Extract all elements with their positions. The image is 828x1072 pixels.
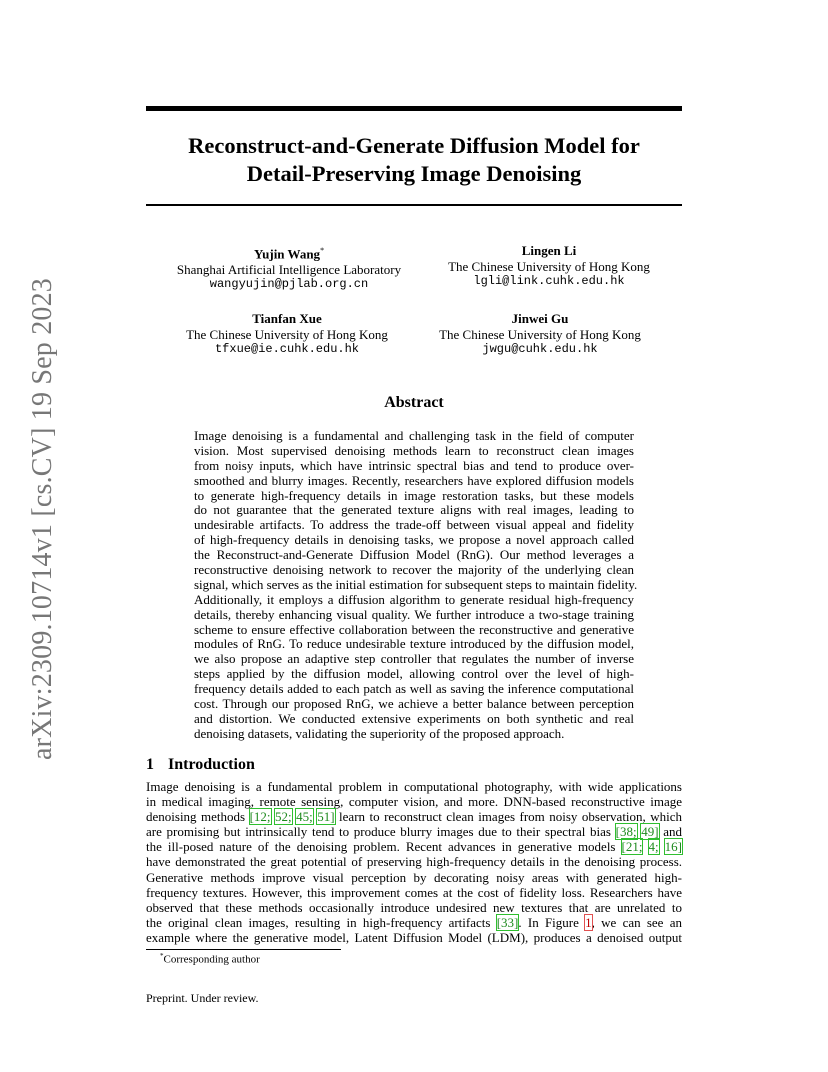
title-line: Detail-Preserving Image Denoising (246, 161, 582, 186)
figure-link[interactable]: 1 (585, 914, 592, 930)
author-name: Lingen Li (521, 243, 577, 258)
text-line: frequency textures. However, this improvement comes at the cost of fidelity loss. Researchers have (146, 884, 682, 900)
author-email[interactable]: lgli@link.cuhk.edu.hk (473, 274, 625, 288)
corresponding-mark: * (320, 246, 325, 255)
text-run: denoising methods (146, 809, 250, 825)
text-run: are promising but intrinsically tend to produce blurry images due to their spectral bias (146, 824, 616, 840)
abstract-line: Image denoising is a fundamental and challenging task in the field of computer (194, 428, 634, 443)
footnote-rule (146, 949, 341, 950)
text-line (146, 809, 682, 824)
citation-link[interactable]: [12; 52; 45; 51] (249, 809, 335, 825)
abstract-line: smoothed and blurry images. Recently, researchers have explored diffusion models (194, 472, 634, 488)
text-run: and (658, 824, 683, 840)
text-line: observed that these methods occasionally introduce undesired new textures that are unrelated to (146, 899, 682, 915)
author-block (157, 311, 417, 358)
abstract-line: cost. Through our proposed RnG, we achieve a better balance between perception (194, 696, 634, 712)
text-line: have demonstrated the great potential of preserving high-frequency details in the denoising process. (146, 854, 682, 870)
citation-link[interactable]: [38; 49] (615, 824, 659, 840)
section-number: 1 (146, 756, 154, 773)
author-block (419, 243, 679, 290)
abstract-line: to generate high-frequency details in image restoration tasks, but these models (194, 487, 634, 503)
abstract-line: of high-frequency details in denoising tasks, we propose a novel approach called (194, 532, 634, 548)
author-affiliation: The Chinese University of Hong Kong (448, 258, 650, 274)
abstract-line: from noisy inputs, which have intrinsic spectral bias and tend to produce over- (194, 457, 634, 473)
abstract-line: undesirable artifacts. To address the trade-off between visual appeal and fidelity (194, 517, 634, 533)
section-title: Introduction (168, 756, 255, 773)
title-top-rule (146, 106, 682, 111)
text-run: , we can see an (591, 914, 682, 930)
author-email[interactable]: tfxue@ie.cuhk.edu.hk (214, 342, 360, 356)
abstract-line: do not guarantee that the generated texture aligns with real images, leading to (194, 502, 634, 518)
abstract-line: steps applied by the diffusion model, allowing control over the level of high- (194, 666, 634, 682)
abstract-line: we also propose an adaptive step controller that regulates the number of inverse (194, 651, 634, 667)
abstract-line: signal, which serves as the initial estimation for subsequent steps to maintain fidelity. (194, 576, 638, 592)
abstract-heading: Abstract (384, 394, 444, 411)
abstract-line: the Reconstruct-and-Generate Diffusion Model (RnG). Our method leverages a (194, 547, 634, 563)
author-email[interactable]: jwgu@cuhk.edu.hk (482, 342, 598, 356)
text-line: Image denoising is a fundamental problem in computational photography, with wide applications (146, 779, 682, 794)
abstract-line: details, thereby enhancing visual quality. We further introduce a two-stage training (194, 606, 634, 622)
section-heading (146, 756, 255, 774)
text-run: the ill-posed nature of the denoising problem. Recent advances in generative models (146, 839, 622, 855)
author-affiliation: Shanghai Artificial Intelligence Laboratory (176, 261, 402, 277)
text-line (146, 824, 682, 839)
text-run: learn to reconstruct clean images from noisy observation, which (334, 809, 683, 825)
text-run: the original clean images, resulting in high-frequency artifacts (146, 914, 497, 930)
abstract-line: reconstructive denoising network to recover the majority of the underlying clean (194, 562, 634, 578)
paper-title (146, 132, 682, 188)
author-name: Tianfan Xue (252, 311, 322, 326)
text-run: . In Figure (518, 914, 586, 930)
abstract-body (194, 428, 638, 742)
abstract-line: scheme to ensure effective collaboration between the reconstructive and generative (194, 621, 634, 637)
author-name: Jinwei Gu (511, 311, 569, 326)
abstract-line: and distortion. We conducted extensive experiments on both synthetic and real (194, 710, 634, 726)
text-line: example where the generative model, Latent Diffusion Model (LDM), produces a denoised output (146, 929, 682, 945)
author-block (159, 243, 419, 293)
citation-link[interactable]: [21; 4; 16] (621, 839, 683, 855)
preprint-note: Preprint. Under review. (146, 991, 259, 1005)
arxiv-stamp: arXiv:2309.10714v1 [cs.CV] 19 Sep 2023 (27, 277, 58, 760)
author-email[interactable]: wangyujin@pjlab.org.cn (209, 277, 369, 292)
text-line (146, 839, 682, 854)
abstract-line: frequency details added to each patch as well as saving the inference computational (194, 681, 634, 697)
title-line: Reconstruct-and-Generate Diffusion Model for (188, 133, 640, 158)
author-name: Yujin Wang (253, 246, 321, 262)
footnote (160, 952, 260, 966)
text-line: in medical imaging, remote sensing, computer vision, and more. DNN-based reconstructive image (146, 794, 682, 810)
author-affiliation: The Chinese University of Hong Kong (186, 326, 388, 342)
footnote-text: Corresponding author (163, 953, 260, 966)
abstract-line: modules of RnG. To reduce undesirable texture introduced by the diffusion model, (194, 636, 634, 652)
footnote-mark: * (160, 952, 164, 960)
intro-body (146, 779, 682, 945)
author-affiliation: The Chinese University of Hong Kong (439, 326, 641, 342)
abstract-line: vision. Most supervised denoising methods learn to reconstruct clean images (194, 442, 634, 458)
citation-link[interactable]: [33] (496, 914, 519, 930)
abstract-line: denoising datasets, validating the superiority of the proposed approach. (194, 725, 565, 741)
title-bottom-rule (146, 204, 682, 206)
author-block (410, 311, 670, 358)
abstract-line: Additionally, it employs a diffusion algorithm to generate residual high-frequency (194, 591, 634, 607)
text-line: Generative methods improve visual perception by decorating noisy areas with generated high- (146, 869, 682, 885)
text-line (146, 915, 682, 930)
